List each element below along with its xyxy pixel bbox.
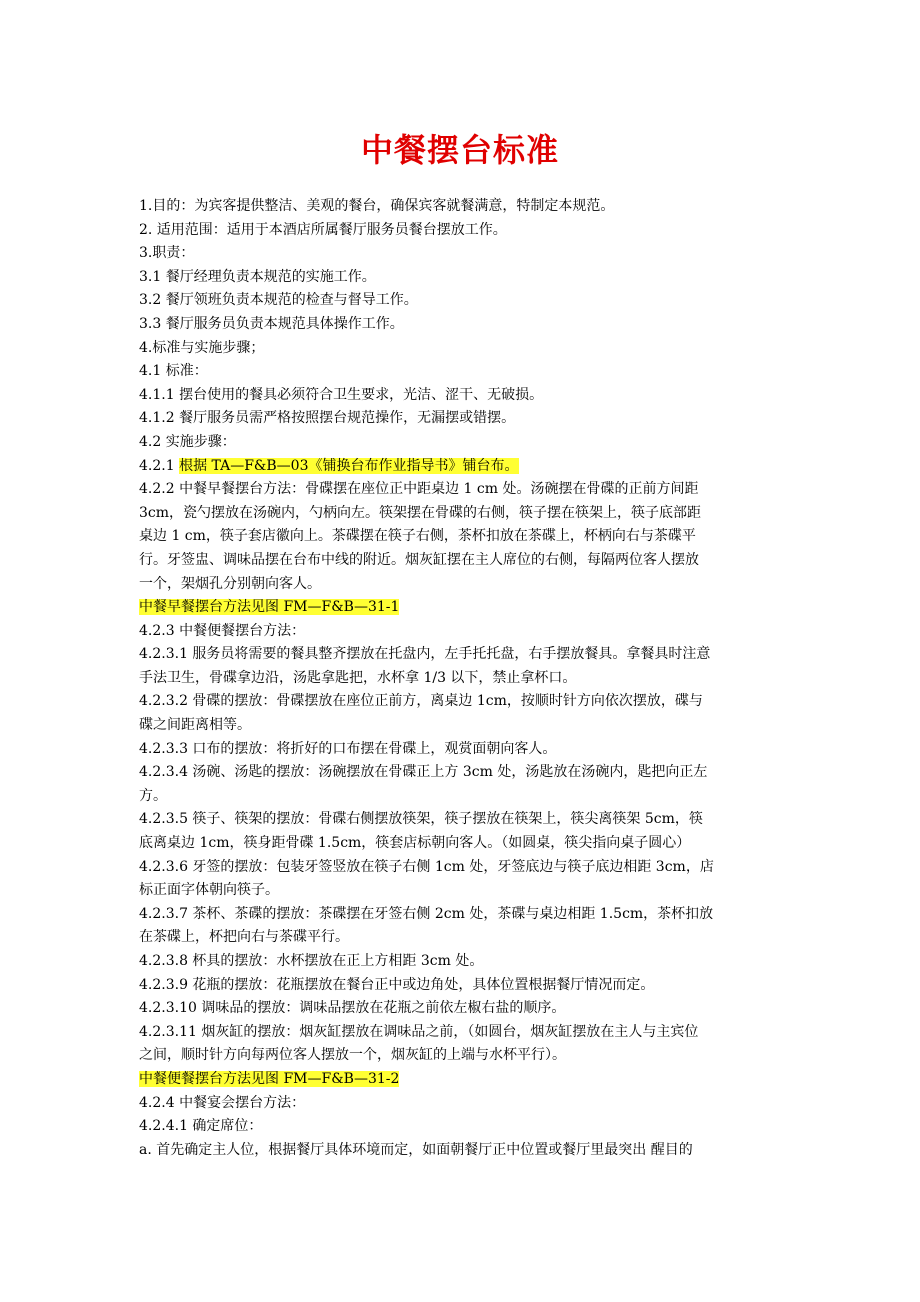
line-text: 4.2.3 中餐便餐摆台方法： (139, 622, 306, 639)
text-line (139, 1044, 784, 1068)
line-text: 在茶碟上，杯把向右与茶碟平行。 (139, 929, 349, 946)
text-line (139, 903, 784, 927)
line-text: 4.2.3.6 牙签的摆放：包装牙签竖放在筷子右侧 1cm 处，牙签底边与筷子底边相距 3cm，店 (139, 858, 714, 875)
line-text: 4.1.2 餐厅服务员需严格按照摆台规范操作，无漏摆或错摆。 (139, 410, 516, 427)
line-text: 4.2.4 中餐宴会摆台方法： (139, 1094, 306, 1111)
text-line (139, 195, 784, 219)
text-line (139, 502, 784, 526)
text-line (139, 1139, 784, 1163)
line-text: 4.2.3.11 烟灰缸的摆放：烟灰缸摆放在调味品之前，（如圆台，烟灰缸摆放在主人与主宾位 (139, 1023, 699, 1040)
line-text: 4.1 标准： (139, 363, 208, 380)
line-text: 3.职责： (139, 245, 195, 262)
line-text: 4.2.3.4 汤碗、汤匙的摆放：汤碗摆放在骨碟正上方 3cm 处，汤匙放在汤碗内，匙把向正左 (139, 764, 708, 781)
text-line (139, 360, 784, 384)
text-line (139, 337, 784, 361)
text-line (139, 266, 784, 290)
text-line (139, 1092, 784, 1116)
line-text: 方。 (139, 787, 167, 804)
line-text: 手法卫生，骨碟拿边沿，汤匙拿匙把，水杯拿 1/3 以下，禁止拿杯口。 (139, 669, 577, 686)
line-text: 3cm，瓷勺摆放在汤碗内，勺柄向左。筷架摆在骨碟的右侧，筷子摆在筷架上，筷子底部距 (139, 504, 702, 521)
line-text: 3.2 餐厅领班负责本规范的检查与督导工作。 (139, 292, 418, 309)
line-number: 4.2.1 (139, 457, 180, 474)
line-text: 4.2.3.8 杯具的摆放：水杯摆放在正上方相距 3cm 处。 (139, 953, 484, 969)
line-text: 4.2.3.10 调味品的摆放：调味品摆放在花瓶之前依左椒右盐的顺序。 (139, 1000, 566, 1017)
document-title: 中餐摆台标准 (360, 131, 559, 169)
text-line (139, 596, 784, 620)
text-line (139, 431, 784, 455)
text-line (139, 573, 784, 597)
text-line (139, 407, 784, 431)
line-text: a. 首先确定主人位，根据餐厅具体环境而定，如面朝餐厅正中位置或餐厅里最突出 醒目的 (139, 1141, 693, 1158)
line-text: 4.1.1 摆台使用的餐具必须符合卫生要求，光洁、涩干、无破损。 (139, 386, 544, 403)
text-line (139, 879, 784, 903)
text-line (139, 690, 784, 714)
text-line (139, 1115, 784, 1139)
text-line (139, 667, 784, 691)
text-line (139, 525, 784, 549)
text-line (139, 832, 784, 856)
line-text: 之间，顺时针方向每两位客人摆放一个，烟灰缸的上端与水杯平行）。 (139, 1047, 566, 1064)
text-line (139, 808, 784, 832)
text-line (139, 974, 784, 998)
text-line (139, 785, 784, 809)
text-line (139, 856, 784, 880)
text-line (139, 1068, 784, 1092)
text-line (139, 478, 784, 502)
text-line (139, 761, 784, 785)
highlighted-text: 中餐便餐摆台方法见图 FM—F&B—31-2 (139, 1070, 400, 1087)
line-text: 行。牙签盅、调味品摆在台布中线的附近。烟灰缸摆在主人席位的右侧，每隔两位客人摆放 (139, 551, 699, 568)
text-line (139, 455, 784, 479)
line-text: 4.2.3.7 茶杯、茶碟的摆放：茶碟摆在牙签右侧 2cm 处，茶碟与桌边相距 1.5cm，茶杯扣放 (139, 905, 714, 922)
text-line (139, 219, 784, 243)
line-text: 3.1 餐厅经理负责本规范的实施工作。 (139, 268, 376, 285)
line-text: 4.2.3.5 筷子、筷架的摆放：骨碟右侧摆放筷架，筷子摆放在筷架上，筷尖离筷架 5cm，筷 (139, 811, 703, 828)
text-line (139, 549, 784, 573)
highlighted-text: 中餐早餐摆台方法见图 FM—F&B—31-1 (139, 599, 400, 616)
text-line (139, 738, 784, 762)
line-text: 4.2.3.1 服务员将需要的餐具整齐摆放在托盘内，左手托托盘，右手摆放餐具。拿餐具时注意 (139, 646, 711, 663)
document-body (139, 195, 784, 1162)
line-text: 3.3 餐厅服务员负责本规范具体操作工作。 (139, 315, 404, 332)
line-text: 4.2.4.1 确定席位： (139, 1118, 263, 1135)
text-line (139, 997, 784, 1021)
line-text: 标正面字体朝向筷子。 (139, 882, 279, 899)
text-line (139, 313, 784, 337)
line-text: 4.2.2 中餐早餐摆台方法：骨碟摆在座位正中距桌边 1 cm 处。汤碗摆在骨碟的正前方间距 (139, 481, 699, 498)
text-line (139, 620, 784, 644)
text-line (139, 926, 784, 950)
line-text: 2. 适用范围：适用于本酒店所属餐厅服务员餐台摆放工作。 (139, 221, 507, 238)
text-line (139, 714, 784, 738)
line-text: 4.2 实施步骤： (139, 433, 236, 450)
line-text: 桌边 1 cm，筷子套店徽向上。茶碟摆在筷子右侧，茶杯扣放在茶碟上，杯柄向右与茶碟平 (139, 528, 696, 545)
text-line (139, 643, 784, 667)
text-line (139, 242, 784, 266)
line-text: 4.标准与实施步骤； (139, 339, 265, 356)
line-text: 4.2.3.3 口布的摆放：将折好的口布摆在骨碟上，观赏面朝向客人。 (139, 740, 557, 757)
line-text: 4.2.3.9 花瓶的摆放：花瓶摆放在餐台正中或边角处，具体位置根据餐厅情况而定。 (139, 976, 655, 993)
line-text: 一个，架烟孔分别朝向客人。 (139, 575, 321, 592)
line-text: 底离桌边 1cm，筷身距骨碟 1.5cm，筷套店标朝向客人。（如圆桌，筷尖指向桌子圆心） (139, 835, 691, 852)
line-text: 1.目的：为宾客提供整洁、美观的餐台，确保宾客就餐满意，特制定本规范。 (139, 198, 615, 214)
text-line (139, 289, 784, 313)
text-line (139, 384, 784, 408)
line-text: 4.2.3.2 骨碟的摆放：骨碟摆放在座位正前方，离桌边 1cm，按顺时针方向依次摆放，碟与 (139, 693, 703, 710)
text-line (139, 1021, 784, 1045)
text-line (139, 950, 784, 974)
line-text: 碟之间距离相等。 (139, 717, 251, 734)
highlighted-text: 根据 TA—F&B—03《铺换台布作业指导书》铺台布。 (179, 457, 519, 474)
